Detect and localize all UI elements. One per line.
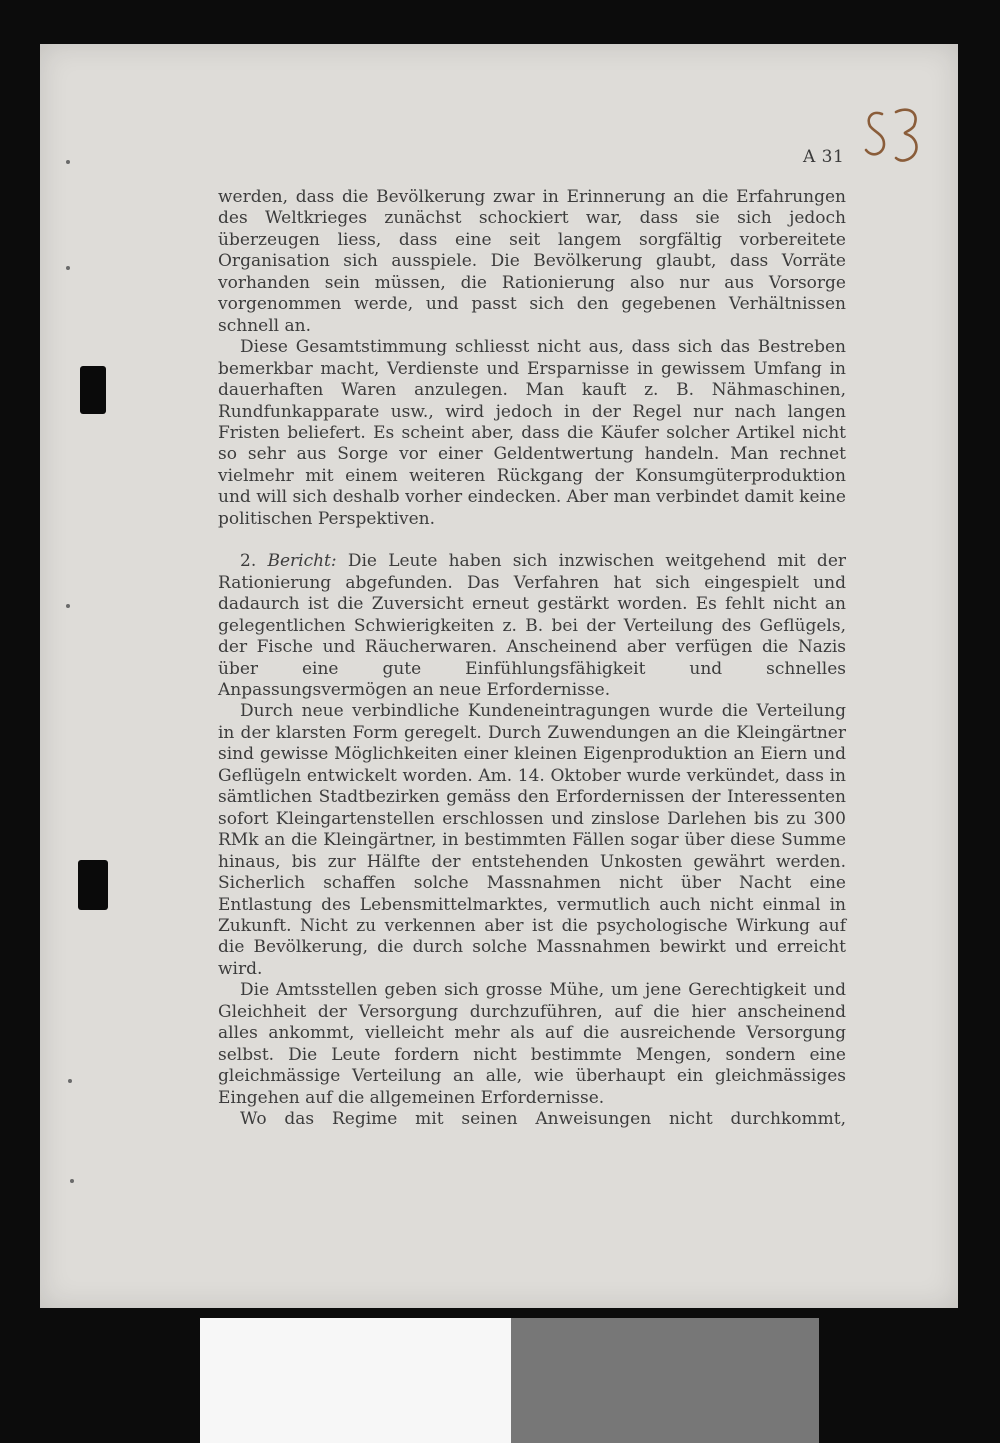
paragraph-text: Die Leute haben sich inzwischen weitgehend mit der Rationierung abgefunden. Das Verfahren hat sich eingespielt und dadaurch ist die Zuversicht erneut gestärkt worden. Es fehlt nicht an gelegentlichen Schwierigkeiten z. B. bei der Verteilung des Geflügels, der Fische und Räucherwaren. Anscheinend aber verfügen die Nazis über eine gute Einfühlungsfähigkeit und schnelles Anpassungsvermögen an neue Erfordernisse. (218, 551, 847, 700)
document-page (40, 44, 958, 1308)
page-number: A 31 (803, 147, 845, 167)
paragraph-report-2 (218, 551, 846, 701)
paragraph: werden, dass die Bevölkerung zwar in Erinnerung an die Erfahrungen des Weltkrieges zunächst schockiert war, dass sie sich jedoch überzeugen liess, dass eine seit langem sorgfältig vorbereitete Organisation sich ausspiele. Die Bevölkerung glaubt, dass Vorräte vorhanden sein müssen, die Rationierung also nur aus Vorsorge vorgenommen werde, und passt sich den gegebenen Verhältnissen schnell an. (218, 187, 846, 336)
margin-mark (70, 1179, 74, 1183)
handwritten-folio-number (862, 100, 932, 170)
margin-mark (66, 266, 70, 270)
paragraph-gap (218, 530, 846, 551)
calibration-grey-patch (511, 1318, 819, 1443)
paragraph: Durch neue verbindliche Kundeneintragungen wurde die Verteilung in der klarsten Form geregelt. Durch Zuwendungen an die Kleingärtner sind gewisse Möglichkeiten einer kleinen Eigenproduktion an Eiern und Geflügeln entwickelt worden. Am. 14. Oktober wurde verkündet, dass in sämtlichen Stadtbezirken gemäss den Erfordernissen der Interessenten sofort Kleingartenstellen erschlossen und zinslose Darlehen bis zu 300 RMk an die Kleingärtner, in bestimmten Fällen sogar über diese Summe hinaus, bis zur Hälfte der entstehenden Unkosten gewährt werden. Sicherlich schaffen solche Massnahmen nicht über Nacht eine Entlastung des Lebensmittelmarktes, vermutlich auch nicht einmal in Zukunft. Nicht zu verkennen aber ist die psychologische Wirkung auf die Bevölkerung, die durch solche Massnahmen bewirkt und erreicht wird. (218, 701, 846, 979)
margin-mark (66, 604, 70, 608)
margin-mark (66, 160, 70, 164)
punch-hole-bottom (78, 860, 108, 910)
margin-mark (68, 1079, 72, 1083)
calibration-white-patch (200, 1318, 511, 1443)
report-label: Bericht: (267, 551, 337, 572)
paragraph: Diese Gesamtstimmung schliesst nicht aus, dass sich das Bestreben bemerkbar macht, Verdienste und Ersparnisse in gewissem Umfang in dauerhaften Waren anzulegen. Man kauft z. B. Nähmaschinen, Rundfunkapparate usw., wird jedoch in der Regel nur nach langen Fristen beliefert. Es scheint aber, dass die Käufer solcher Artikel nicht so sehr aus Sorge vor einer Geldentwertung handeln. Man rechnet vielmehr mit einem weiteren Rückgang der Konsumgüterproduktion und will sich deshalb vorher eindecken. Aber man verbindet damit keine politischen Perspektiven. (218, 337, 846, 529)
paragraph: Die Amtsstellen geben sich grosse Mühe, um jene Gerechtigkeit und Gleichheit der Versorgung durchzuführen, auf die hier anscheinend alles ankommt, vielleicht mehr als auf die ausreichende Versorgung selbst. Die Leute fordern nicht bestimmte Mengen, sondern eine gleichmässige Verteilung an alle, wie überhaupt ein gleichmässiges Eingehen auf die allgemeinen Erfordernisse. (218, 980, 846, 1108)
report-number: 2. (240, 551, 268, 572)
paragraph: Wo das Regime mit seinen Anweisungen nicht durchkommt, (240, 1109, 846, 1130)
body-text (218, 187, 846, 1130)
punch-hole-top (80, 366, 106, 414)
